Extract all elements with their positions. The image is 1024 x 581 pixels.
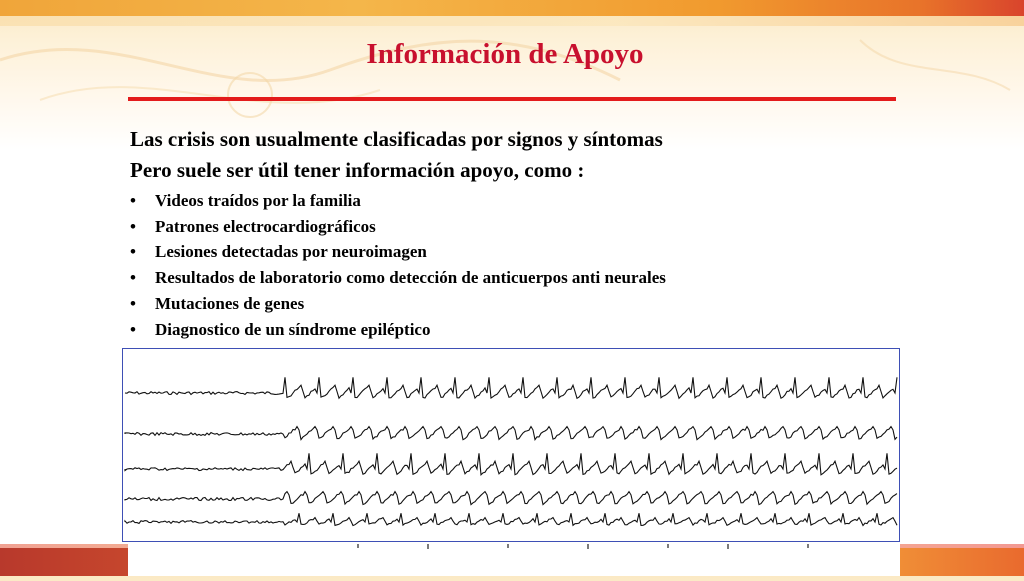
bullet-icon: • xyxy=(130,191,136,210)
list-item xyxy=(130,265,910,291)
bullet-icon: • xyxy=(130,268,136,288)
bullet-list xyxy=(130,188,910,342)
slide-title: Información de Apoyo xyxy=(366,38,644,70)
title-underline-divider xyxy=(128,97,896,101)
bullet-icon: • xyxy=(130,216,136,236)
eeg-channel-trace xyxy=(125,453,897,475)
list-item-text: Patrones electrocardiográficos xyxy=(155,216,376,236)
lead-line-1: Las crisis son usualmente clasificadas por signos y síntomas xyxy=(130,127,663,151)
bullet-icon: • xyxy=(130,319,136,339)
lead-line-2: Pero suele ser útil tener información apoyo, como : xyxy=(130,158,585,182)
list-item xyxy=(130,291,910,317)
eeg-channel-trace xyxy=(125,377,897,398)
eeg-tracing-remnant xyxy=(128,542,900,576)
list-item-text: Resultados de laboratorio como detección de anticuerpos anti neurales xyxy=(155,268,666,288)
list-item xyxy=(130,239,910,265)
list-item-text: Videos traídos por la familia xyxy=(155,191,361,210)
slide-body xyxy=(130,124,910,342)
eeg-figure-bottom-panel xyxy=(128,542,900,576)
eeg-channel-trace xyxy=(125,492,897,505)
eeg-tracing-image xyxy=(123,349,898,540)
bullet-icon: • xyxy=(130,242,136,262)
eeg-channel-trace xyxy=(125,427,897,440)
eeg-channel-trace xyxy=(125,513,897,525)
list-item-text: Lesiones detectadas por neuroimagen xyxy=(155,242,427,262)
list-item-text: Mutaciones de genes xyxy=(155,293,305,313)
eeg-figure-frame xyxy=(122,348,900,542)
list-item xyxy=(130,214,910,240)
list-item xyxy=(130,188,910,214)
bullet-icon: • xyxy=(130,293,136,313)
list-item xyxy=(130,317,910,343)
list-item-text: Diagnostico de un síndrome epiléptico xyxy=(155,319,431,339)
